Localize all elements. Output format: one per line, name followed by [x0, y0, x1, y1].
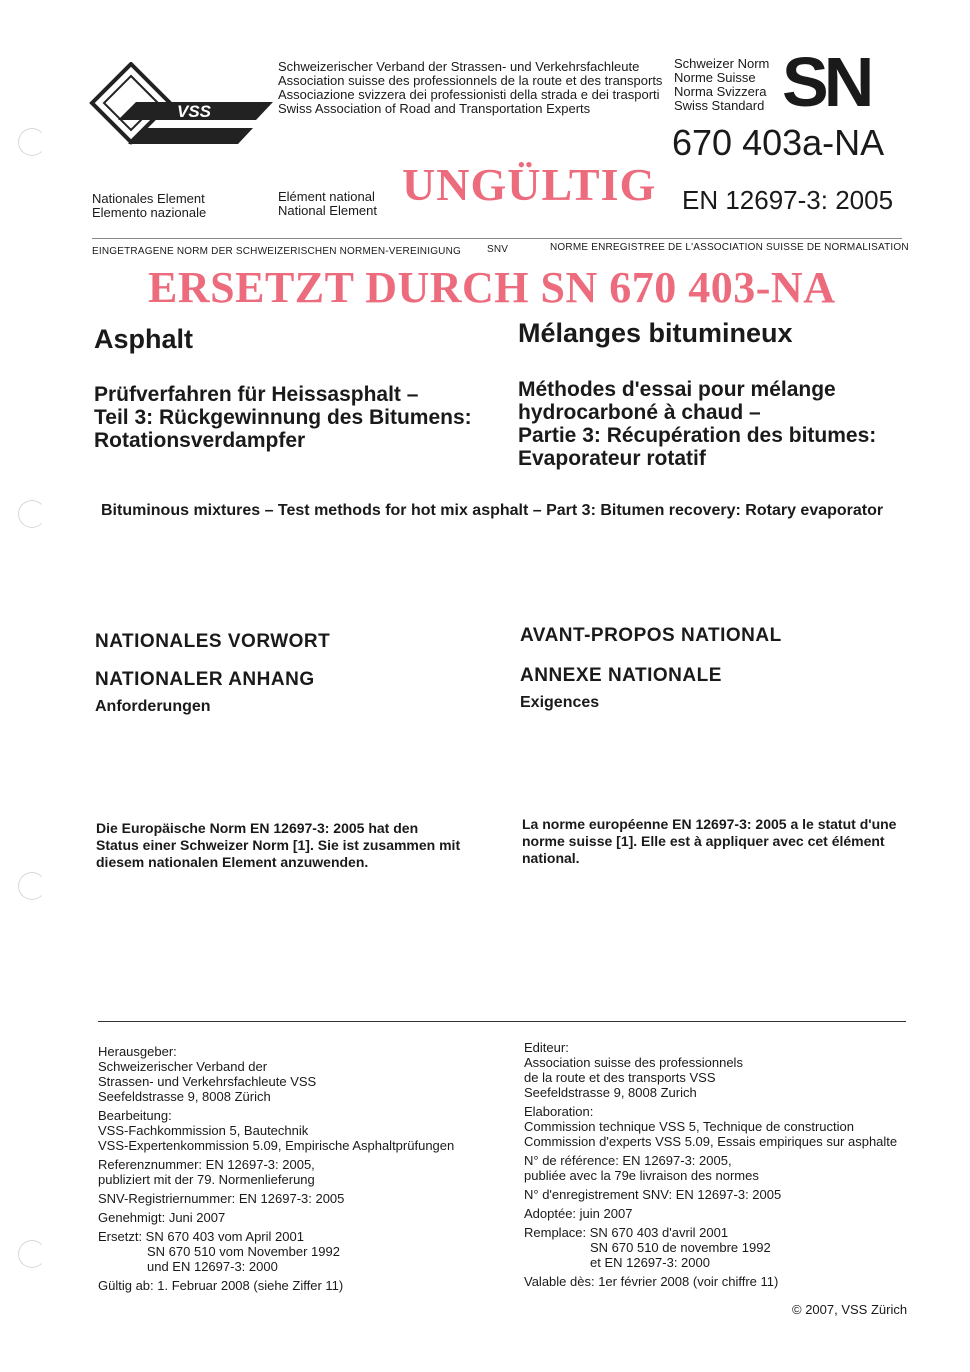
footer-de: [98, 1044, 508, 1293]
title-en: Bituminous mixtures – Test methods for hot mix asphalt – Part 3: Bitumen recovery: Rotary evaporator: [101, 502, 884, 519]
national-element-fr-en: Elément national National Element: [278, 189, 377, 218]
registered-norm-de: EINGETRAGENE NORM DER SCHWEIZERISCHEN NORMEN-VEREINIGUNG: [92, 246, 462, 257]
section-requirements-de: Anforderungen: [95, 698, 211, 715]
section-requirements-fr: Exigences: [520, 694, 600, 711]
org-name-block: [278, 60, 662, 116]
publisher-de: Herausgeber: Schweizerischer Verband der Strassen- und Verkehrsfachleute VSS Seefeldstrasse 9, 8008 Zürich: [98, 1044, 317, 1104]
en-number: EN 12697-3: 2005: [682, 185, 894, 215]
copyright: © 2007, VSS Zürich: [792, 1302, 908, 1317]
statement-fr: La norme européenne EN 12697-3: 2005 a le statut d'une norme suisse [1]. Elle est à appliquer avec cet élément national.: [522, 816, 897, 866]
vss-logo: [88, 62, 273, 146]
org-name-de: Schweizerischer Verband der Strassen- und Verkehrsfachleute: [278, 59, 640, 74]
org-name-it: Associazione svizzera dei professionisti della strada e dei trasporti: [278, 87, 660, 102]
national-element-de-it: Nationales Element Elemento nazionale: [92, 191, 207, 220]
norm-type-fr: Norme Suisse: [674, 70, 756, 85]
valid-from-de: Gültig ab: 1. Februar 2008 (siehe Ziffer 11): [98, 1278, 344, 1293]
org-name-fr: Association suisse des professionnels de la route et des transports: [278, 73, 663, 88]
valid-from-fr: Valable dès: 1er février 2008 (voir chiffre 11): [524, 1274, 779, 1289]
replaced-stamp: ERSETZT DURCH SN 670 403-NA: [148, 263, 836, 312]
section-foreword-de: NATIONALES VORWORT: [95, 631, 331, 652]
registration-fr: N° d'enregistrement SNV: EN 12697-3: 2005: [524, 1187, 782, 1202]
processing-fr: Elaboration: Commission technique VSS 5, Technique de construction Commission d'experts VSS 5.09, Essais empiriques sur asphalte: [524, 1104, 898, 1149]
norm-type-it: Norma Svizzera: [674, 84, 767, 99]
processing-de: Bearbeitung: VSS-Fachkommission 5, Bautechnik VSS-Expertenkommission 5.09, Empirische Asphaltprüfungen: [98, 1108, 455, 1153]
header-rule: [92, 238, 902, 239]
publisher-fr: Editeur: Association suisse des professionnels de la route et des transports VSS Seefeldstrasse 9, 8008 Zurich: [524, 1040, 743, 1100]
replaces-fr: Remplace: SN 670 403 d'avril 2001 SN 670 510 de novembre 1992 et EN 12697-3: 2000: [524, 1225, 771, 1270]
registered-norm-fr: NORME ENREGISTREE DE L'ASSOCIATION SUISSE DE NORMALISATION: [550, 242, 909, 253]
norm-type-block: [674, 57, 769, 113]
approved-de: Genehmigt: Juni 2007: [98, 1210, 226, 1225]
footer-fr: [524, 1040, 924, 1289]
registration-de: SNV-Registriernummer: EN 12697-3: 2005: [98, 1191, 345, 1206]
norm-type-en: Swiss Standard: [674, 98, 765, 113]
subtitle-de: Prüfverfahren für Heissasphalt – Teil 3: Rückgewinnung des Bitumens: Rotationsverdampfer: [94, 383, 472, 452]
section-annex-de: NATIONALER ANHANG: [95, 669, 315, 690]
subtitle-fr: Méthodes d'essai pour mélange hydrocarboné à chaud – Partie 3: Récupération des bitumes: Evaporateur rotatif: [518, 378, 877, 470]
sn-logo: SN: [782, 52, 870, 112]
org-name-en: Swiss Association of Road and Transportation Experts: [278, 101, 591, 116]
punch-hole: [18, 1240, 46, 1268]
section-foreword-fr: AVANT-PROPOS NATIONAL: [520, 625, 782, 646]
statement-de: Die Europäische Norm EN 12697-3: 2005 hat den Status einer Schweizer Norm [1]. Sie ist zusammen mit diesem nationalen Element anzuwenden.: [96, 820, 461, 870]
reference-de: Referenznummer: EN 12697-3: 2005, publiziert mit der 79. Normenlieferung: [98, 1157, 315, 1187]
replaces-de: Ersetzt: SN 670 403 vom April 2001 SN 670 510 vom November 1992 und EN 12697-3: 2000: [98, 1229, 340, 1274]
section-annex-fr: ANNEXE NATIONALE: [520, 665, 722, 686]
title-fr: Mélanges bitumineux: [518, 318, 793, 348]
norm-type-de: Schweizer Norm: [674, 56, 770, 71]
invalid-stamp: UNGÜLTIG: [402, 159, 657, 210]
punch-hole: [18, 872, 46, 900]
approved-fr: Adoptée: juin 2007: [524, 1206, 633, 1221]
punch-hole: [18, 500, 46, 528]
norm-number: 670 403a-NA: [672, 122, 885, 163]
reference-fr: N° de référence: EN 12697-3: 2005, publiée avec la 79e livraison des normes: [524, 1153, 759, 1183]
footer-rule: [98, 1021, 906, 1022]
svg-text:VSS: VSS: [176, 102, 212, 121]
title-de: Asphalt: [94, 324, 194, 354]
punch-hole: [18, 128, 46, 156]
registered-snv: SNV: [487, 244, 509, 255]
